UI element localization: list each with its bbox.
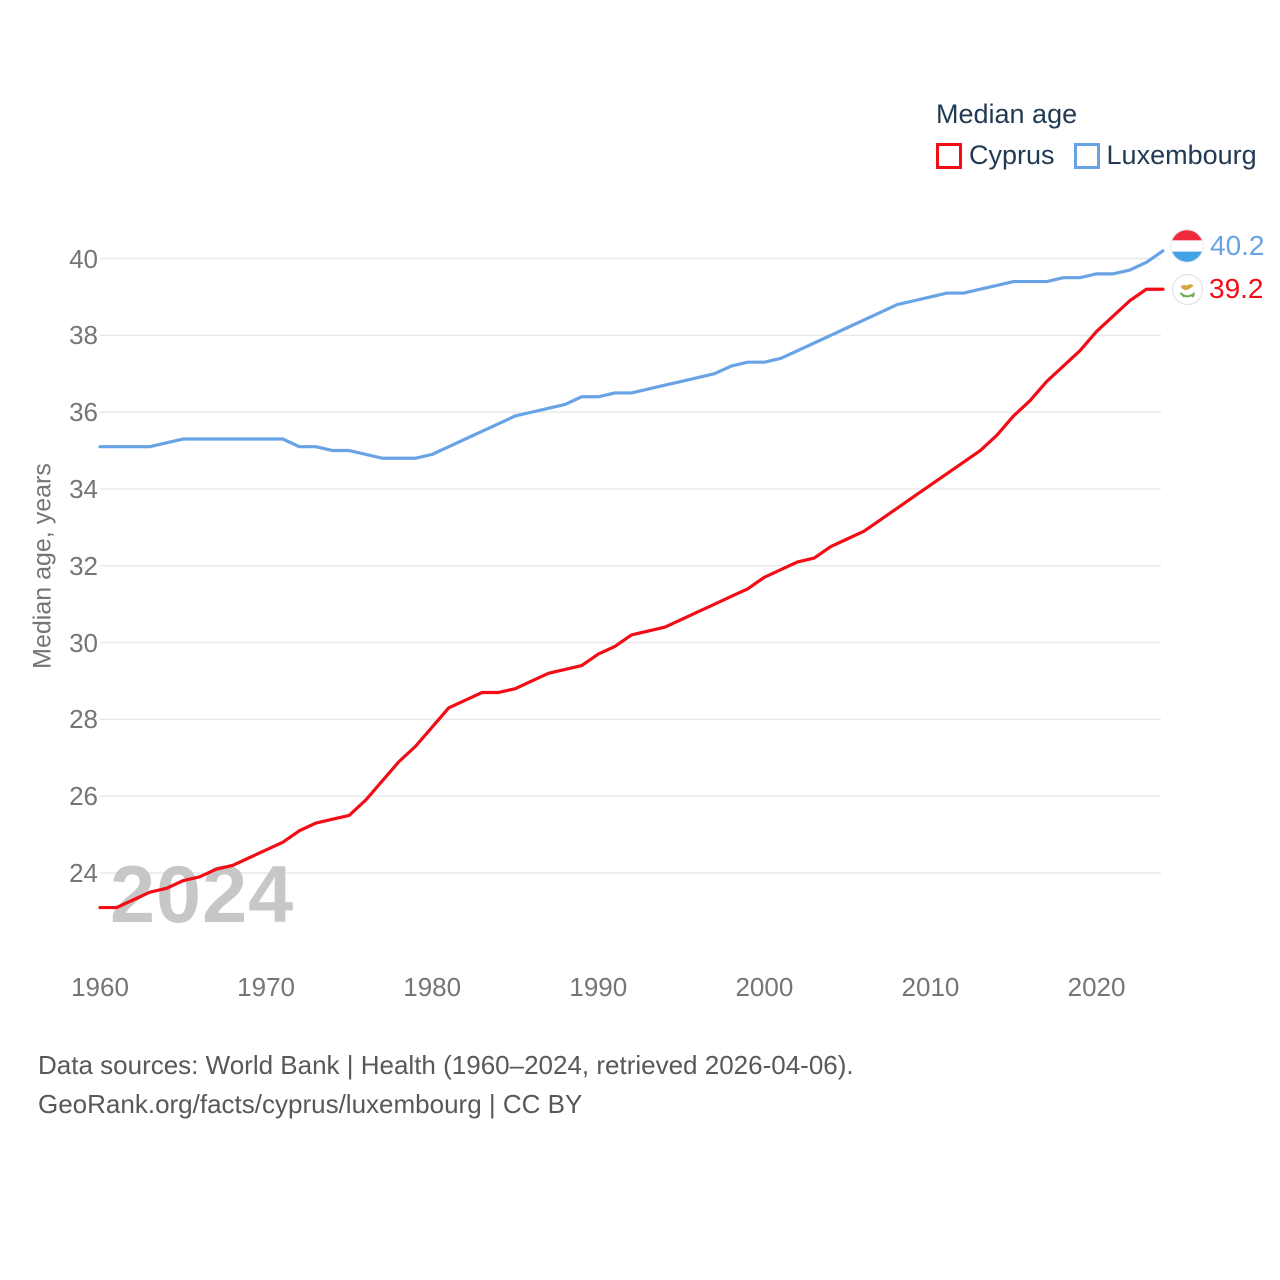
legend-item-label: Luxembourg [1106,140,1257,170]
luxembourg-flag-icon [1170,229,1204,263]
y-tick-label: 30 [69,627,98,658]
x-tick-label: 1980 [403,972,462,1002]
x-tick-label: 2020 [1067,972,1126,1002]
legend-title: Median age [936,99,1078,129]
end-label-luxembourg [1170,229,1265,263]
y-tick-label: 28 [69,704,98,735]
y-tick-label: 26 [69,781,98,812]
legend-item-label: Cyprus [969,140,1055,170]
cyprus-line[interactable] [100,289,1163,907]
legend [936,99,1257,171]
legend-row [936,140,1257,171]
cyprus-flag-icon [1172,274,1203,305]
y-tick-label: 32 [69,550,98,581]
attribution-line: GeoRank.org/facts/cyprus/luxembourg | CC BY [38,1089,583,1119]
x-tick-label: 1990 [569,972,628,1002]
data-sources-line: Data sources: World Bank | Health (1960–2024, retrieved 2026-04-06). [38,1050,854,1080]
luxembourg-legend-swatch [1074,143,1100,169]
y-axis-title: Median age, years [28,463,57,669]
y-tick-label: 40 [69,243,98,274]
y-tick-label: 38 [69,320,98,351]
x-tick-label: 1960 [71,972,129,1002]
legend-item-luxembourg[interactable] [1074,140,1257,171]
x-tick-label: 1970 [237,972,296,1002]
cyprus-legend-swatch [936,143,962,169]
cyprus-end-value: 39.2 [1209,273,1264,304]
y-tick-label: 24 [69,858,98,888]
footer [38,1046,854,1124]
legend-item-cyprus[interactable] [936,140,1055,171]
y-tick-label: 36 [69,397,98,428]
x-tick-label: 2000 [735,972,794,1002]
y-tick-label: 34 [69,473,98,504]
luxembourg-end-value: 40.2 [1210,230,1265,261]
watermark-year: 2024 [110,850,295,940]
end-label-cyprus [1172,273,1264,305]
x-tick-label: 2010 [901,972,960,1002]
